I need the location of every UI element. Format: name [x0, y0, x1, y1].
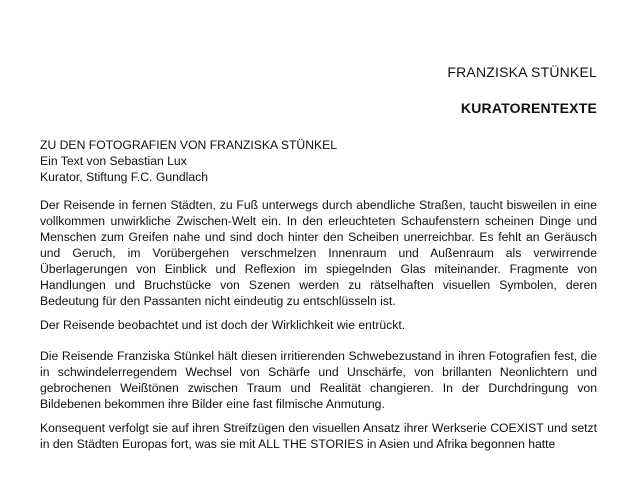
section-title: KURATORENTEXTE: [460, 100, 597, 116]
article-heading: ZU DEN FOTOGRAFIEN VON FRANZISKA STÜNKEL: [40, 138, 338, 152]
article-header: [40, 137, 337, 185]
body-paragraph: Die Reisende Franziska Stünkel hält diesen irritierenden Schwebezustand in ihren Fotografien fest, die in schwindelerregendem Wechsel von Schärfe und Unschärfe, von brillanten Neonlichtern und gebrochenen Weißtönen zwischen Traum und Realität changieren. In der Durchdringung von Bildebenen bekommen ihre Bilder eine fast filmische Anmutung.: [40, 349, 597, 411]
body-paragraph: Der Reisende in fernen Städten, zu Fuß unterwegs durch abendliche Straßen, taucht bisweilen in eine vollkommen unwirkliche Zwischen-Welt ein. In den erleuchteten Schaufenstern scheinen Dinge und Menschen zum Greifen nahe und sind doch hinter den Scheiben unerreichbar. Es fehlt an Geräusch und Geruch, im Vorübergehen verschmelzen Innenraum und Außenraum als verwirrende Überlagerungen von Einblick und Reflexion im spiegelnden Glas miteinander. Fragmente von Handlungen und Bruchstücke von Szenen werden zu rätselhaften visuellen Symbolen, deren Bedeutung für den Passanten nicht eindeutig zu entschlüsseln ist.: [40, 198, 597, 308]
article-byline: Ein Text von Sebastian Lux: [40, 154, 187, 168]
body-paragraph: Der Reisende beobachtet und ist doch der Wirklichkeit wie entrückt.: [40, 318, 406, 332]
body-paragraph: Konsequent verfolgt sie auf ihren Streifzügen den visuellen Ansatz ihrer Werkserie COEXIST und setzt in den Städten Europas fort, was sie mit ALL THE STORIES in Asien und Afrika begonnen hatte: [40, 421, 597, 451]
author-role: Kurator, Stiftung F.C. Gundlach: [40, 170, 209, 184]
artist-name: FRANZISKA STÜNKEL: [447, 64, 597, 80]
